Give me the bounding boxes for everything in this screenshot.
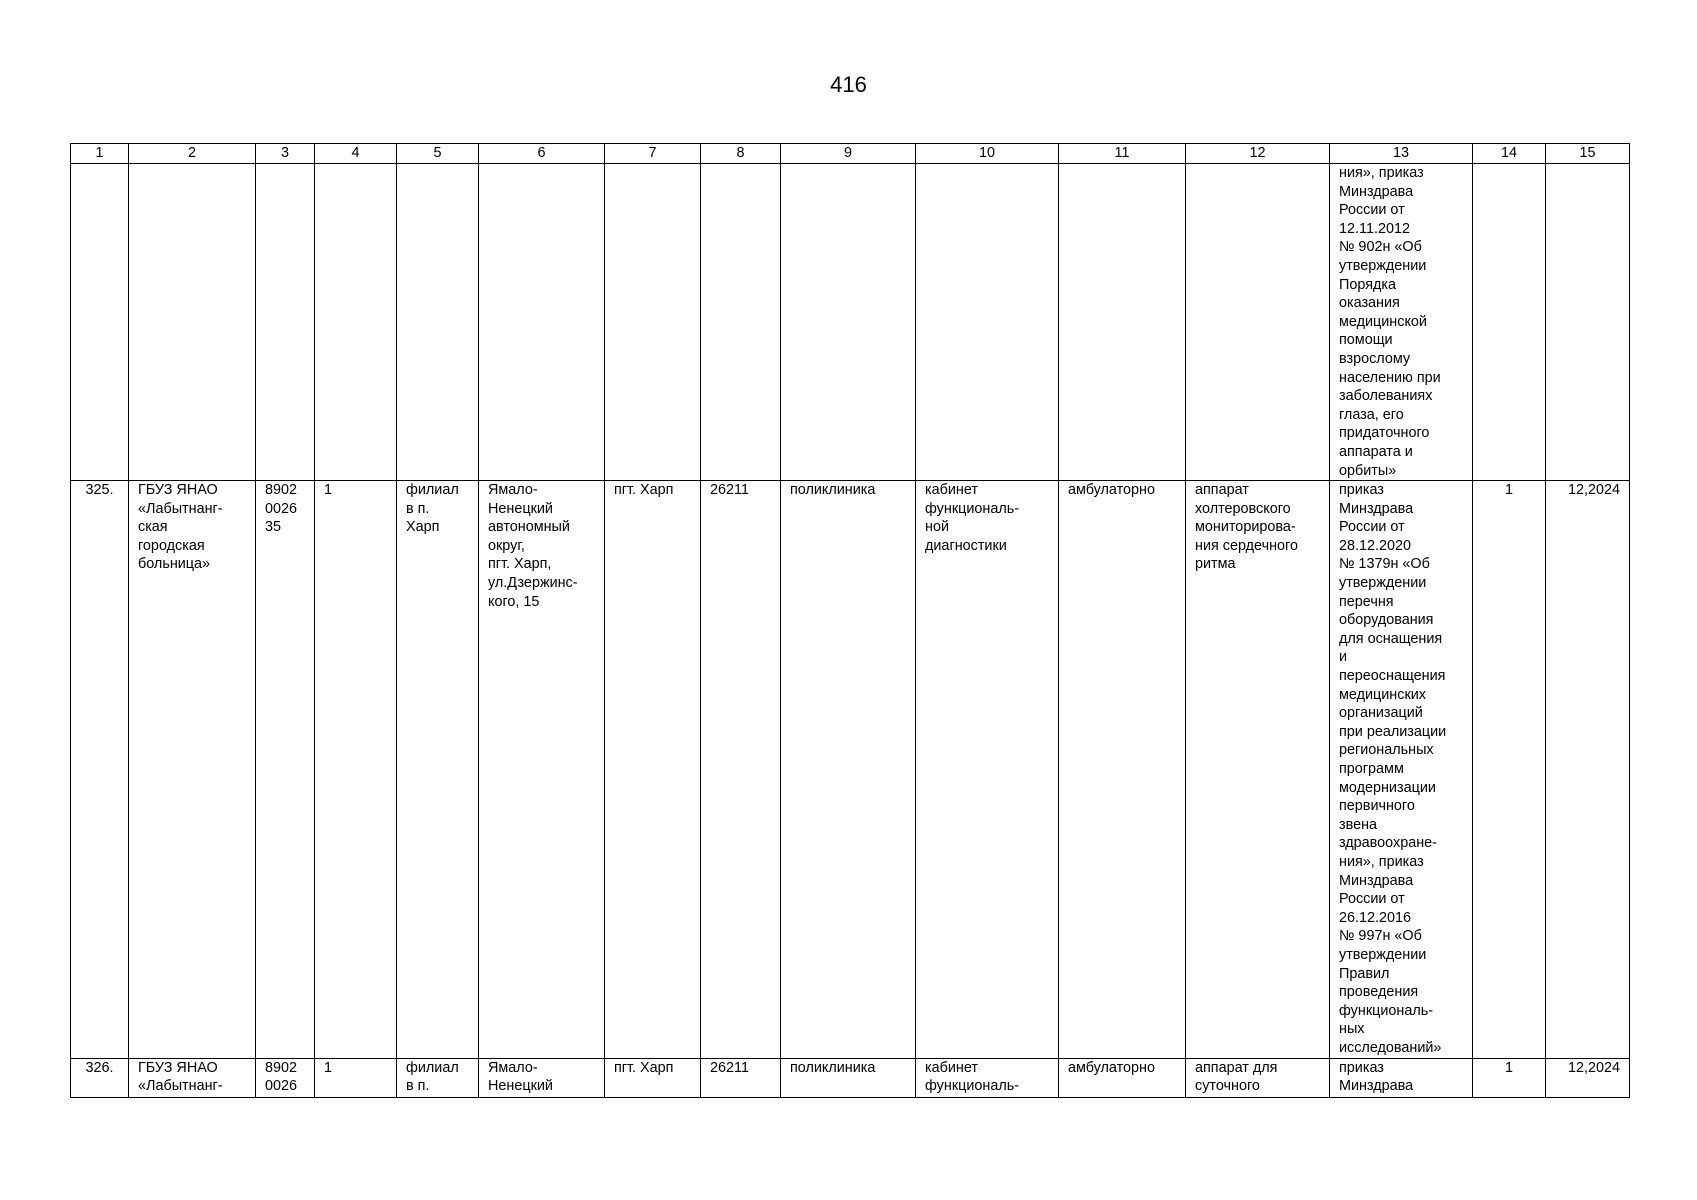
column-number: 3 [256,144,315,164]
facility-type-cell: поликлиника [781,481,916,1058]
table-cell [781,164,916,481]
column-number: 14 [1473,144,1546,164]
equipment-cell: аппарат холтеровского мониторирова- ния сердечного ритма [1186,481,1330,1058]
column-number: 6 [479,144,605,164]
subdivision-cell: филиал в п. Харп [397,481,479,1058]
column-number: 9 [781,144,916,164]
table-cell: 26211 [701,481,781,1058]
address-cell: Ямало- Ненецкий автономный округ, пгт. Харп, ул.Дзержинс- кого, 15 [479,481,605,1058]
column-number: 1 [71,144,129,164]
column-number: 7 [605,144,701,164]
table-row-continuation [71,164,1630,481]
table-cell [1473,164,1546,481]
unit-cell: кабинет функциональ- ной диагностики [916,481,1059,1058]
date-cell: 12,2024 [1546,481,1630,1058]
table-cell [315,164,397,481]
table-cell [1186,164,1330,481]
page-number: 416 [830,72,867,97]
column-number: 15 [1546,144,1630,164]
table-cell: 26211 [701,1058,781,1097]
column-number: 13 [1330,144,1473,164]
column-number: 11 [1059,144,1186,164]
normative-act-cell: ния», приказ Минздрава России от 12.11.2012 № 902н «Об утверждении Порядка оказания медицинской помощи взрослому населению при заболеваниях глаза, его придаточного аппарата и орбиты» [1330,164,1473,481]
normative-act-cell: приказ Минздрава [1330,1058,1473,1097]
column-number: 10 [916,144,1059,164]
care-condition-cell: амбулаторно [1059,481,1186,1058]
column-number: 12 [1186,144,1330,164]
table-cell [71,164,129,481]
column-number: 5 [397,144,479,164]
table-cell [605,164,701,481]
column-number: 2 [129,144,256,164]
table-cell [701,164,781,481]
table-cell [916,164,1059,481]
row-number-cell: 326. [71,1058,129,1097]
table-row-326 [71,1058,1630,1097]
code-cell: 8902 0026 35 [256,481,315,1058]
care-condition-cell: амбулаторно [1059,1058,1186,1097]
table-cell [129,164,256,481]
settlement-cell: пгт. Харп [605,1058,701,1097]
settlement-cell: пгт. Харп [605,481,701,1058]
organization-cell: ГБУЗ ЯНАО «Лабытнанг- [129,1058,256,1097]
organization-cell: ГБУЗ ЯНАО «Лабытнанг- ская городская больница» [129,481,256,1058]
table-cell [1059,164,1186,481]
date-cell: 12,2024 [1546,1058,1630,1097]
table-cell [479,164,605,481]
address-cell: Ямало- Ненецкий [479,1058,605,1097]
table-cell: 1 [315,1058,397,1097]
table-cell [1546,164,1630,481]
table-cell: 1 [315,481,397,1058]
code-cell: 8902 0026 [256,1058,315,1097]
quantity-cell: 1 [1473,1058,1546,1097]
unit-cell: кабинет функциональ- [916,1058,1059,1097]
normative-act-cell: приказ Минздрава России от 28.12.2020 № 1379н «Об утверждении перечня оборудования для оснащения и переоснащения медицинских организаций при реализации региональных программ модернизации первичного звена здравоохране- ния», приказ Минздрава России от 26.12.2016 № 997н «Об утверждении Правил проведения функциональ- ных исследований» [1330,481,1473,1058]
quantity-cell: 1 [1473,481,1546,1058]
equipment-cell: аппарат для суточного [1186,1058,1330,1097]
equipment-table [70,143,1630,1098]
column-number-row [71,144,1630,164]
table-cell [256,164,315,481]
column-number: 4 [315,144,397,164]
table-cell [397,164,479,481]
subdivision-cell: филиал в п. [397,1058,479,1097]
row-number-cell: 325. [71,481,129,1058]
facility-type-cell: поликлиника [781,1058,916,1097]
column-number: 8 [701,144,781,164]
table-row-325 [71,481,1630,1058]
